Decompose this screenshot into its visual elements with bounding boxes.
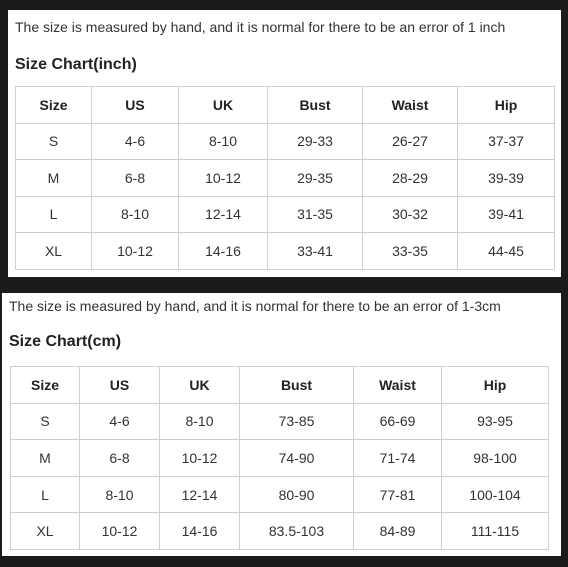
header-bust: Bust	[268, 87, 363, 124]
cell-bust: 31-35	[268, 196, 363, 233]
cell-hip: 111-115	[442, 513, 549, 550]
header-size: Size	[11, 367, 80, 404]
table-header-row	[11, 367, 549, 404]
cell-bust: 73-85	[240, 403, 354, 440]
header-waist: Waist	[363, 87, 458, 124]
table-row	[16, 233, 555, 270]
measurement-note: The size is measured by hand, and it is normal for there to be an error of 1 inch	[15, 19, 506, 35]
cell-uk: 10-12	[179, 160, 268, 197]
header-uk: UK	[179, 87, 268, 124]
measurement-note: The size is measured by hand, and it is normal for there to be an error of 1-3cm	[9, 298, 501, 314]
cell-bust: 29-33	[268, 123, 363, 160]
cell-uk: 12-14	[160, 476, 240, 513]
cell-us: 6-8	[80, 440, 160, 477]
chart-title: Size Chart(cm)	[9, 333, 122, 350]
cell-us: 8-10	[80, 476, 160, 513]
cell-bust: 33-41	[268, 233, 363, 270]
cell-size: L	[16, 196, 92, 233]
table-row	[16, 196, 555, 233]
cell-us: 8-10	[92, 196, 179, 233]
cell-hip: 93-95	[442, 403, 549, 440]
header-size: Size	[16, 87, 92, 124]
cell-hip: 39-39	[458, 160, 555, 197]
header-waist: Waist	[354, 367, 442, 404]
cell-bust: 83.5-103	[240, 513, 354, 550]
header-uk: UK	[160, 367, 240, 404]
cell-uk: 12-14	[179, 196, 268, 233]
header-us: US	[92, 87, 179, 124]
cell-bust: 80-90	[240, 476, 354, 513]
cell-size: M	[11, 440, 80, 477]
table-row	[11, 440, 549, 477]
cell-hip: 100-104	[442, 476, 549, 513]
size-table-cm	[10, 366, 549, 550]
cell-waist: 28-29	[363, 160, 458, 197]
cell-uk: 10-12	[160, 440, 240, 477]
cell-us: 4-6	[80, 403, 160, 440]
cell-size: M	[16, 160, 92, 197]
table-row	[11, 403, 549, 440]
cell-size: XL	[11, 513, 80, 550]
table-header-row	[16, 87, 555, 124]
cell-hip: 98-100	[442, 440, 549, 477]
table-row	[16, 160, 555, 197]
size-table-inch	[15, 86, 555, 270]
cell-waist: 77-81	[354, 476, 442, 513]
table-row	[16, 123, 555, 160]
cell-bust: 74-90	[240, 440, 354, 477]
cell-uk: 8-10	[160, 403, 240, 440]
cell-waist: 84-89	[354, 513, 442, 550]
cell-size: L	[11, 476, 80, 513]
table-row	[11, 476, 549, 513]
cell-us: 4-6	[92, 123, 179, 160]
header-hip: Hip	[458, 87, 555, 124]
cell-waist: 30-32	[363, 196, 458, 233]
cell-waist: 33-35	[363, 233, 458, 270]
cell-us: 10-12	[92, 233, 179, 270]
cell-uk: 14-16	[160, 513, 240, 550]
cell-waist: 71-74	[354, 440, 442, 477]
cell-waist: 26-27	[363, 123, 458, 160]
cell-hip: 44-45	[458, 233, 555, 270]
cell-bust: 29-35	[268, 160, 363, 197]
size-chart-cm-panel	[2, 293, 561, 556]
cell-waist: 66-69	[354, 403, 442, 440]
table-row	[11, 513, 549, 550]
header-hip: Hip	[442, 367, 549, 404]
cell-uk: 14-16	[179, 233, 268, 270]
header-bust: Bust	[240, 367, 354, 404]
cell-hip: 39-41	[458, 196, 555, 233]
cell-us: 10-12	[80, 513, 160, 550]
chart-title: Size Chart(inch)	[15, 56, 137, 73]
cell-us: 6-8	[92, 160, 179, 197]
size-chart-inch-panel	[8, 10, 561, 277]
cell-hip: 37-37	[458, 123, 555, 160]
cell-size: S	[11, 403, 80, 440]
header-us: US	[80, 367, 160, 404]
cell-size: XL	[16, 233, 92, 270]
cell-size: S	[16, 123, 92, 160]
cell-uk: 8-10	[179, 123, 268, 160]
